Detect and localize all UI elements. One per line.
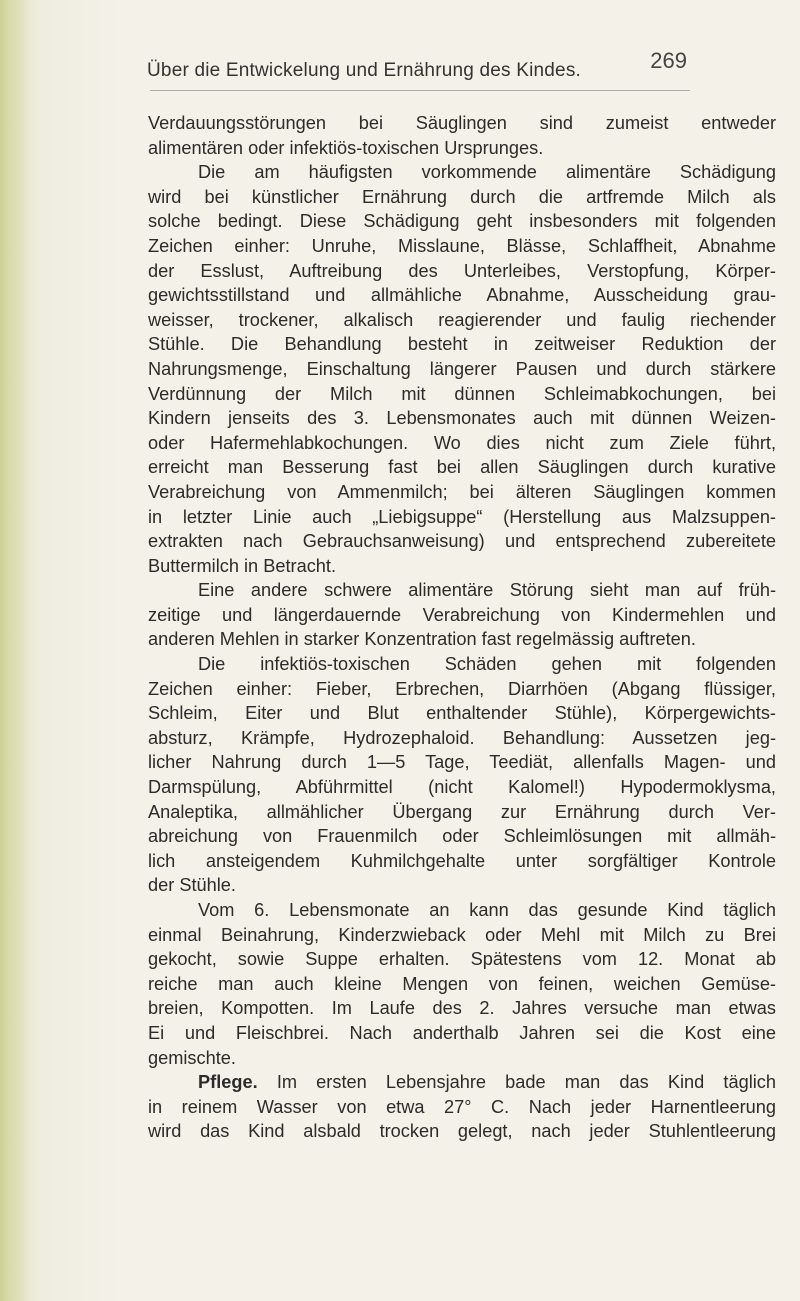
text-line: gemischte. bbox=[148, 1047, 236, 1068]
text-line: reiche man auch kleine Mengen von feinen, weichen Gemüse- bbox=[148, 973, 776, 994]
text-line: Schleim, Eiter und Blut enthaltender Stühle), Körpergewichts- bbox=[148, 703, 776, 724]
text-line: breien, Kompotten. Im Laufe des 2. Jahres versuche man etwas bbox=[148, 998, 776, 1019]
text-line: Buttermilch in Betracht. bbox=[148, 555, 337, 576]
text-line: alimentären oder infektiös-toxischen Ursprunges. bbox=[148, 137, 544, 158]
text-line: gewichtsstillstand und allmähliche Abnahme, Ausscheidung grau- bbox=[148, 285, 776, 306]
text-line: zeitige und längerdauernde Verabreichung von Kindermehlen und bbox=[148, 604, 776, 625]
text-fragment: Im ersten Lebensjahre bade man das Kind täglich bbox=[276, 1072, 776, 1093]
text-line: abreichung von Frauenmilch oder Schleimlösungen mit allmäh- bbox=[148, 826, 776, 847]
text-line-pflege bbox=[148, 1070, 776, 1095]
text-line: Vom 6. Lebensmonate an kann das gesunde Kind täglich bbox=[198, 900, 776, 920]
text-line: Stühle. Die Behandlung besteht in zeitweiser Reduktion der bbox=[148, 334, 776, 355]
text-line: solche bedingt. Diese Schädigung geht insbesonders mit folgenden bbox=[148, 211, 776, 232]
text-line: Verdauungsstörungen bei Säuglingen sind zumeist entweder bbox=[148, 113, 776, 133]
text-line: Zeichen einher: Unruhe, Misslaune, Blässe, Schlaffheit, Abnahme bbox=[148, 235, 776, 256]
binding-shadow bbox=[0, 0, 30, 1301]
text-line: Verdünnung der Milch mit dünnen Schleimabkochungen, bei bbox=[148, 383, 776, 404]
text-line: absturz, Krämpfe, Hydrozephaloid. Behandlung: Aussetzen jeg- bbox=[148, 727, 776, 748]
text-line: extrakten nach Gebrauchsanweisung) und entsprechend zubereitete bbox=[148, 531, 776, 552]
header-rule bbox=[150, 90, 690, 91]
text-line: Darmspülung, Abführmittel (nicht Kalomel!) Hypodermoklysma, bbox=[148, 777, 776, 798]
text-line: in letzter Linie auch „Liebigsuppe“ (Herstellung aus Malzsuppen- bbox=[148, 506, 776, 527]
text-line: Kindern jenseits des 3. Lebensmonates auch mit dünnen Weizen- bbox=[148, 408, 776, 429]
text-line: anderen Mehlen in starker Konzentration fast regelmässig auftreten. bbox=[148, 629, 696, 650]
text-line: wird das Kind alsbald trocken gelegt, nach jeder Stuhlentleerung bbox=[148, 1121, 776, 1142]
section-heading-pflege: Pflege. bbox=[198, 1072, 258, 1093]
text-line: Ei und Fleischbrei. Nach anderthalb Jahren sei die Kost eine bbox=[148, 1022, 776, 1043]
text-line: Verabreichung von Ammenmilch; bei älteren Säuglingen kommen bbox=[148, 481, 776, 502]
text-line: gekocht, sowie Suppe erhalten. Spätestens vom 12. Monat ab bbox=[148, 949, 776, 970]
text-line: Die am häufigsten vorkommende alimentäre Schädigung bbox=[198, 162, 776, 183]
text-line: weisser, trockener, alkalisch reagierender und faulig riechender bbox=[148, 309, 776, 330]
text-line: licher Nahrung durch 1—5 Tage, Teediät, allenfalls Magen- und bbox=[148, 752, 776, 773]
text-line: wird bei künstlicher Ernährung durch die artfremde Milch als bbox=[148, 186, 776, 207]
text-line: der Esslust, Auftreibung des Unterleibes, Verstopfung, Körper- bbox=[148, 260, 776, 281]
text-line: der Stühle. bbox=[148, 875, 236, 896]
text-line: Eine andere schwere alimentäre Störung sieht man auf früh- bbox=[198, 580, 776, 601]
text-line: Nahrungsmenge, Einschaltung längerer Pausen und durch stärkere bbox=[148, 358, 776, 379]
text-line: erreicht man Besserung fast bei allen Säuglingen durch kurative bbox=[148, 457, 776, 478]
page-number: 269 bbox=[650, 48, 687, 73]
text-line: in reinem Wasser von etwa 27° C. Nach jeder Harnentleerung bbox=[148, 1096, 776, 1117]
text-line: Analeptika, allmählicher Übergang zur Ernährung durch Ver- bbox=[148, 801, 776, 822]
page-header bbox=[147, 48, 687, 92]
text-line: lich ansteigendem Kuhmilchgehalte unter sorgfältiger Kontrole bbox=[148, 850, 776, 871]
text-line: oder Hafermehlabkochungen. Wo dies nicht zum Ziele führt, bbox=[148, 432, 776, 453]
text-line: Zeichen einher: Fieber, Erbrechen, Diarrhöen (Abgang flüssiger, bbox=[148, 678, 776, 699]
body-text bbox=[148, 111, 776, 1144]
text-line: Die infektiös-toxischen Schäden gehen mit folgenden bbox=[198, 654, 776, 675]
text-line: einmal Beinahrung, Kinderzwieback oder Mehl mit Milch zu Brei bbox=[148, 924, 776, 945]
running-head: Über die Entwickelung und Ernährung des Kindes. bbox=[147, 60, 581, 81]
